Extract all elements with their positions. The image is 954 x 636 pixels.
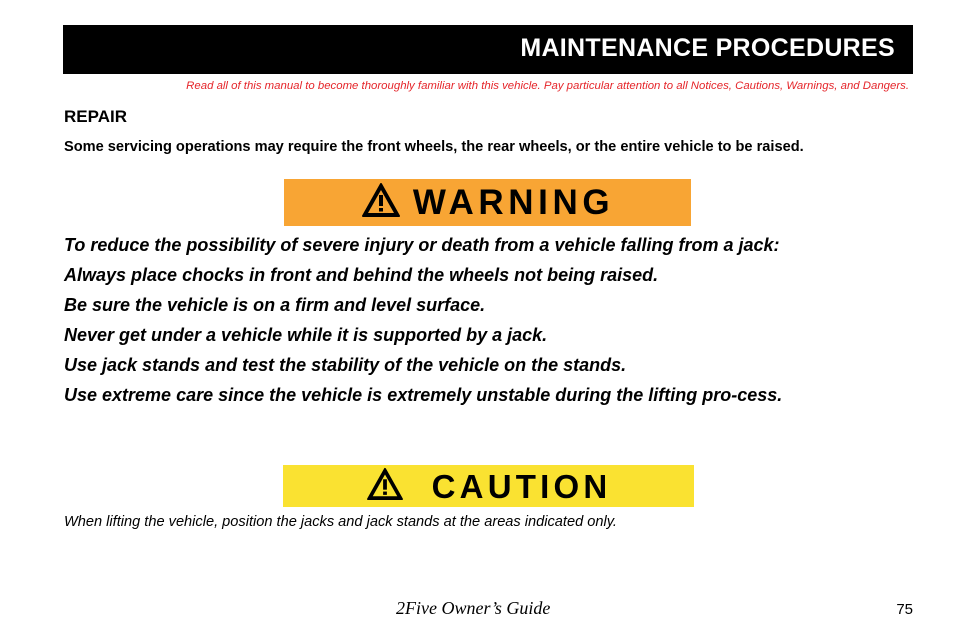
warning-line: Never get under a vehicle while it is supported by a jack. xyxy=(64,325,548,345)
warning-triangle-icon xyxy=(361,182,401,223)
section-intro: Some servicing operations may require the front wheels, the rear wheels, or the entire vehicle to be raised. xyxy=(64,139,804,155)
caution-label: CAUTION xyxy=(431,467,612,505)
caution-banner xyxy=(283,465,694,507)
footer-guide-title: 2Five Owner’s Guide xyxy=(396,598,551,618)
warning-line: To reduce the possibility of severe injury or death from a vehicle falling from a jack: xyxy=(64,235,780,255)
warning-triangle-icon xyxy=(366,467,404,506)
warning-label: WARNING xyxy=(412,183,615,222)
page-number: 75 xyxy=(896,601,913,618)
header-bar xyxy=(63,25,913,74)
warning-banner xyxy=(284,179,691,226)
caution-text: When lifting the vehicle, position the jacks and jack stands at the areas indicated only. xyxy=(64,514,617,530)
warning-line: Use jack stands and test the stability of the vehicle on the stands. xyxy=(64,355,627,375)
page-title: MAINTENANCE PROCEDURES xyxy=(520,34,895,62)
safety-notice: Read all of this manual to become thoroughly familiar with this vehicle. Pay particular attention to all Notices, Cautions, Warnings, and Dangers. xyxy=(186,80,909,92)
warning-text xyxy=(64,235,912,415)
warning-line: Be sure the vehicle is on a firm and level surface. xyxy=(64,295,486,315)
warning-line: Always place chocks in front and behind the wheels not being raised. xyxy=(64,265,659,285)
section-heading: REPAIR xyxy=(64,107,127,126)
warning-line: Use extreme care since the vehicle is extremely unstable during the lifting pro-cess. xyxy=(64,385,783,405)
